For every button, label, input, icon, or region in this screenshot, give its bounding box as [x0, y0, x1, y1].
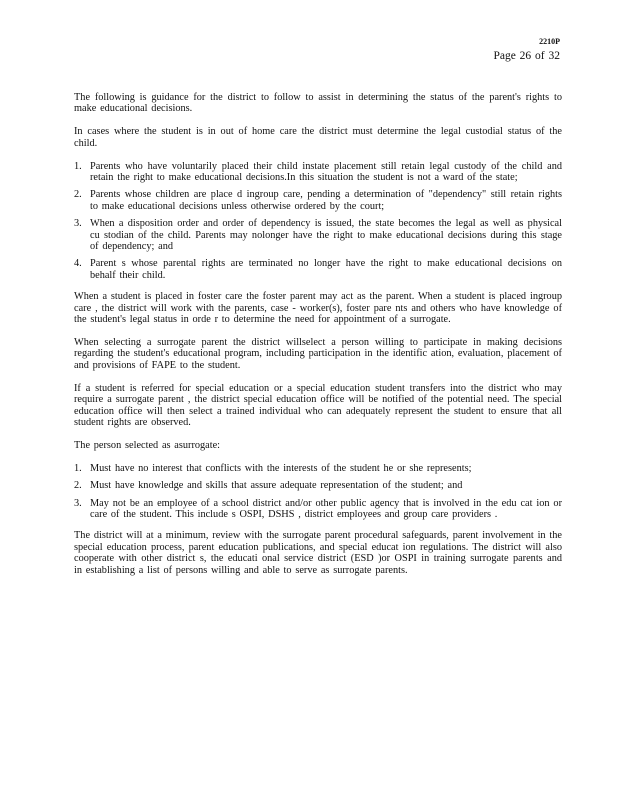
- minimum-review-paragraph: The district will at a minimum, review with the surrogate parent procedural safeguards, parent involvement in the special education process, parent education publications, and special educat ion regulations. The district will also cooperate with other district s, the educati onal service district (ESD )or OSPI in training surrogate parents and in establishing a list of persons willing and able to serve as surrogate parents.: [74, 530, 562, 576]
- list-item-text: May not be an employee of a school district and/or other public agency that is involved in the edu cat ion or care of the student. This include s OSPI, DSHS , district employees and group care providers .: [90, 497, 562, 520]
- foster-care-paragraph: When a student is placed in foster care the foster parent may act as the parent. When a student is placed ingroup care , the district will work with the parents, case - worker(s), foster pare nts and others who have knowledge of the student's legal status in orde r to determine the need for appointment of a surrogate.: [74, 291, 562, 326]
- list-number: 4.: [74, 258, 82, 270]
- list-item: [74, 161, 562, 184]
- person-selected-paragraph: The person selected as asurrogate:: [74, 439, 221, 451]
- list-item-text: Must have knowledge and skills that assure adequate representation of the student; and: [90, 480, 463, 492]
- list-number: 1.: [74, 160, 82, 172]
- page-number: Page 26 of 32: [493, 50, 560, 62]
- document-code: 2210P: [539, 37, 560, 46]
- list-number: 3.: [74, 497, 82, 509]
- list-number: 2.: [74, 189, 82, 201]
- list-item-text: When a disposition order and order of dependency is issued, the state becomes the legal as well as physical cu stodian of the child. Parents may nolonger have the right to make educational decisions during this stage of dependency; and: [90, 218, 562, 253]
- selecting-surrogate-paragraph: When selecting a surrogate parent the district willselect a person willing to participate in making decisions regarding the student's educational program, including participation in the identific ation, evaluation, placement of and provisions of FAPE to the student.: [74, 337, 562, 371]
- list-number: 3.: [74, 218, 82, 230]
- surrogate-requirements-list: [74, 463, 562, 521]
- custody-list: [74, 161, 562, 282]
- list-item: [74, 498, 562, 521]
- list-number: 1.: [74, 462, 82, 474]
- list-item: [74, 480, 562, 491]
- list-item: [74, 258, 562, 281]
- document-body: [74, 92, 562, 588]
- intro-paragraph: The following is guidance for the district to follow to assist in determining the status of the parent's rights to make educational decisions.: [74, 92, 562, 115]
- list-item: [74, 189, 562, 212]
- out-of-home-paragraph: In cases where the student is in out of home care the district must determine the legal custodial status of the child.: [74, 126, 562, 149]
- referral-paragraph: If a student is referred for special education or a special education student transfers into the district who may require a surrogate parent , the district special education office will be notified of the potential need. The special education office will then select a trained individual who can adequately represent the student to ensure that all student rights are observed.: [74, 382, 562, 428]
- list-item-text: Parent s whose parental rights are terminated no longer have the right to make educational decisions on behalf their child.: [90, 258, 562, 281]
- list-item-text: Parents whose children are place d ingroup care, pending a determination of "dependency" still retain rights to make educational decisions unless otherwise ordered by the court;: [90, 189, 562, 212]
- list-item-text: Must have no interest that conflicts with the interests of the student he or she represents;: [90, 462, 472, 474]
- list-item: [74, 218, 562, 252]
- list-item: [74, 463, 562, 474]
- list-number: 2.: [74, 480, 82, 492]
- list-item-text: Parents who have voluntarily placed their child instate placement still retain legal custody of the child and retain the right to make educational decisions.In this situation the student is not a ward of the state;: [90, 160, 562, 184]
